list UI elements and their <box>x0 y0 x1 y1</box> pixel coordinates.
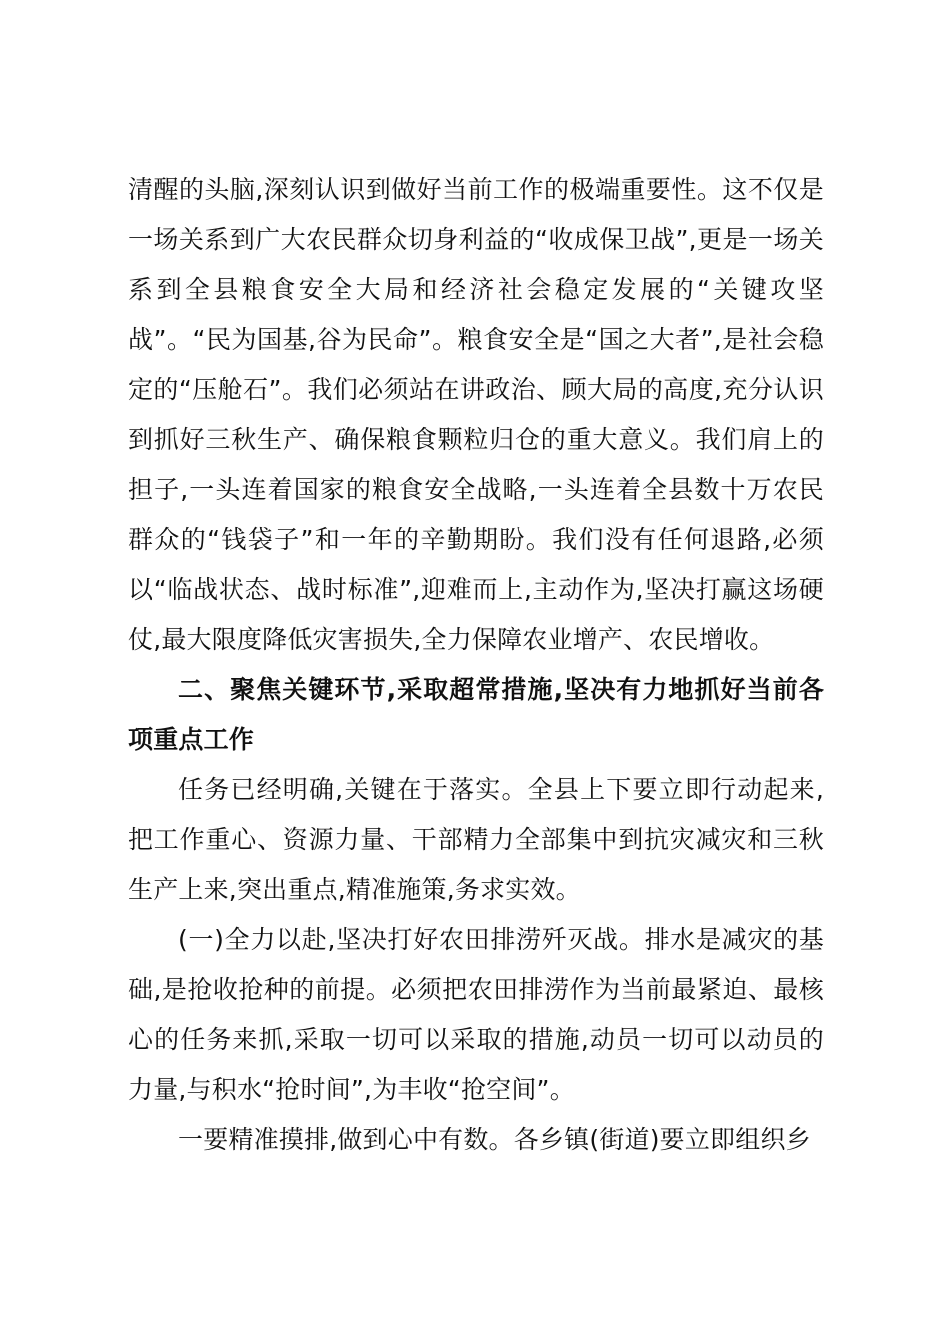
section-heading: 二、聚焦关键环节,采取超常措施,坚决有力地抓好当前各项重点工作 <box>128 675 824 754</box>
document-body <box>128 165 824 1165</box>
body-paragraph-3: (一)全力以赴,坚决打好农田排涝歼灭战。排水是减灾的基础,是抢收抢种的前提。必须把农田排涝作为当前最紧迫、最核心的任务来抓,采取一切可以采取的措施,动员一切可以动员的力量,与积水“抢时间”,为丰收“抢空间”。 <box>128 925 824 1104</box>
body-paragraph-1: 清醒的头脑,深刻认识到做好当前工作的极端重要性。这不仅是一场关系到广大农民群众切身利益的“收成保卫战”,更是一场关系到全县粮食安全大局和经济社会稳定发展的“关键攻坚战”。“民为国基,谷为民命”。粮食安全是“国之大者”,是社会稳定的“压舱石”。我们必须站在讲政治、顾大局的高度,充分认识到抓好三秋生产、确保粮食颗粒归仓的重大意义。我们肩上的担子,一头连着国家的粮食安全战略,一头连着全县数十万农民群众的“钱袋子”和一年的辛勤期盼。我们没有任何退路,必须以“临战状态、战时标准”,迎难而上,主动作为,坚决打赢这场硬仗,最大限度降低灾害损失,全力保障农业增产、农民增收。 <box>128 175 824 654</box>
body-paragraph-4: 一要精准摸排,做到心中有数。各乡镇(街道)要立即组织乡 <box>178 1125 811 1154</box>
body-paragraph-2: 任务已经明确,关键在于落实。全县上下要立即行动起来,把工作重心、资源力量、干部精力全部集中到抗灾减灾和三秋生产上来,突出重点,精准施策,务求实效。 <box>128 775 824 904</box>
